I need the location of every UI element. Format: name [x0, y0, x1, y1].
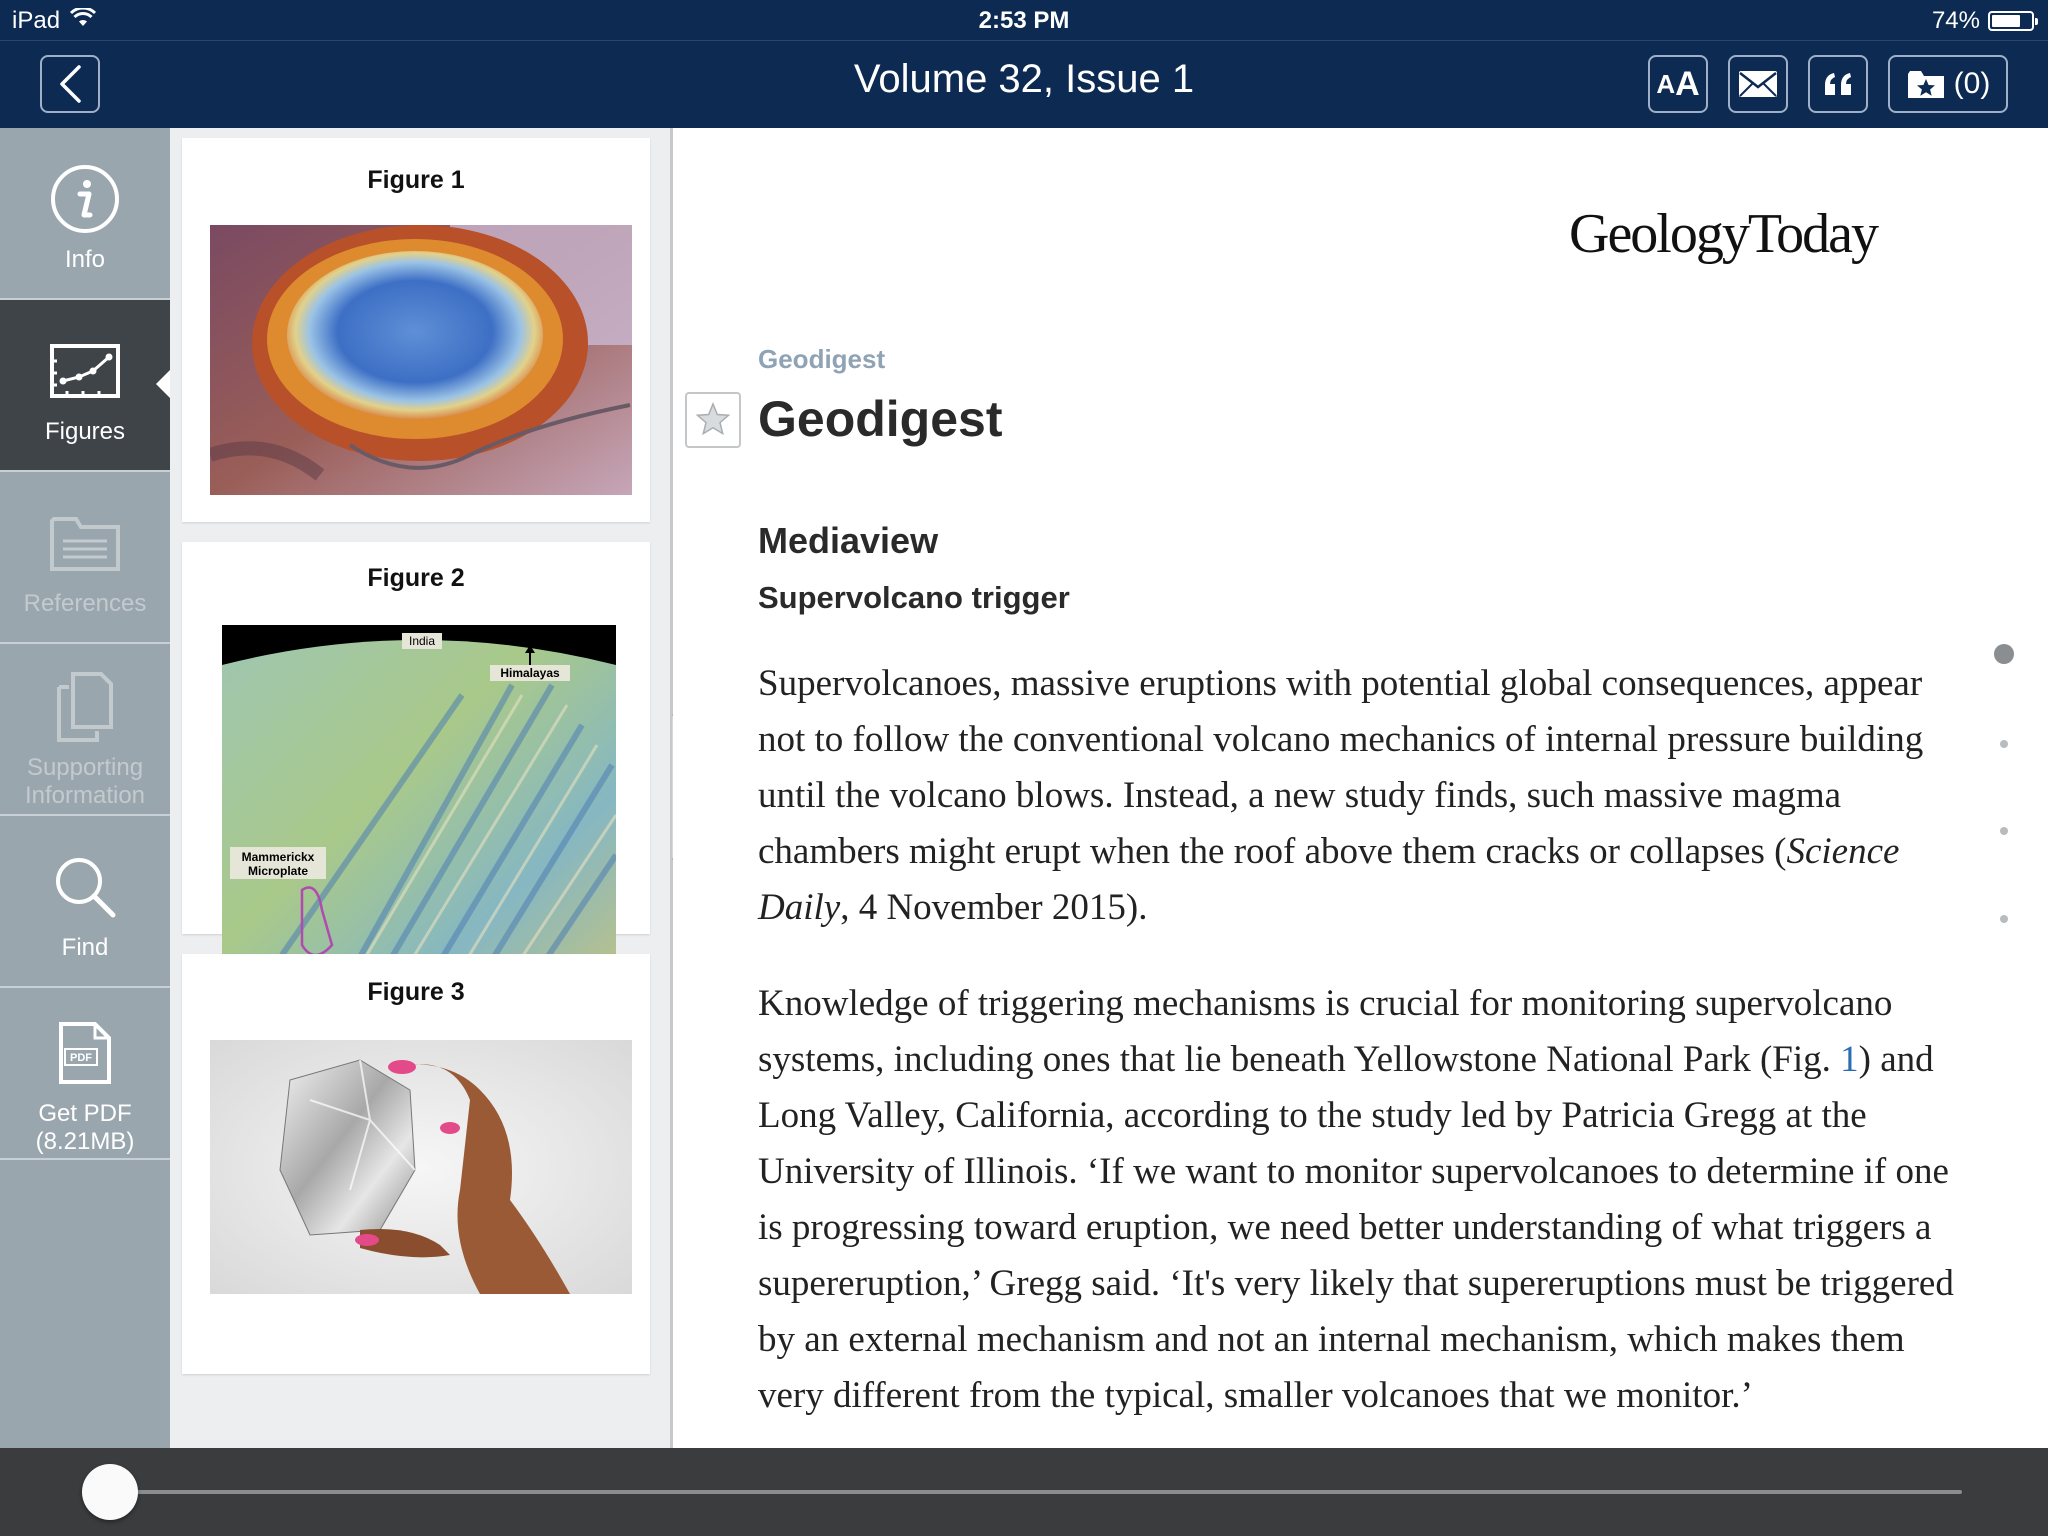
favorites-button[interactable] [1888, 55, 2008, 113]
map-label: India [408, 634, 436, 648]
text-size-button[interactable] [1648, 55, 1708, 113]
search-icon [53, 855, 117, 919]
documents-icon [55, 671, 115, 743]
article-category: Geodigest [758, 344, 886, 374]
device-name: iPad [12, 7, 61, 34]
clock: 2:53 PM [978, 7, 1070, 34]
favorite-article-button[interactable] [685, 392, 741, 448]
chart-icon [49, 343, 121, 399]
journal-logo: GeologyToday [1569, 203, 1878, 265]
star-icon [694, 401, 732, 439]
battery-icon [1988, 11, 2034, 31]
figure-3-image [210, 1040, 632, 1294]
paragraph-text: Knowledge of triggering mechanisms is crucial for monitoring supervolcano systems, including ones that lie beneath Yellowstone National Park (Fig. [758, 983, 1893, 1080]
cite-button[interactable] [1808, 55, 1868, 113]
sidebar-item-label: Figures [44, 418, 126, 445]
subsection-heading: Supervolcano trigger [758, 580, 1070, 615]
paragraph-text: Supervolcanoes, massive eruptions with potential global consequences, appear not to follow the conventional volcano mechanics of internal pressure building until the volcano blows. Instead, a new study finds, such massive magma chambers might erupt when the roof above them cracks or collapses ( [758, 663, 1924, 872]
sidebar [0, 128, 170, 1448]
paragraph-text: ) and Long Valley, California, according to the study led by Patricia Gregg at the University of Illinois. ‘If we want to monitor supervolcanoes to determine if one is progressing toward eruption, we need better understanding of what triggers a supereruption,’ Gregg said. ‘It's very likely that supereruptions must be triggered by an external mechanism and not an internal mechanism, which makes them very different from the typical, smaller volcanoes that we monitor.’ [758, 1039, 1954, 1416]
figures-panel [170, 128, 670, 1448]
page-dot[interactable] [2000, 740, 2008, 748]
info-icon [49, 163, 121, 235]
sidebar-item-supporting-information[interactable] [0, 644, 170, 816]
battery-percent: 74% [1931, 7, 1980, 34]
active-indicator [156, 370, 170, 398]
sidebar-item-get-pdf[interactable] [0, 988, 170, 1160]
paragraph-text: , 4 November 2015). [840, 887, 1148, 928]
article-title: Geodigest [758, 391, 1003, 447]
page-dot[interactable] [1994, 644, 2014, 664]
article-view [673, 128, 2048, 1448]
sidebar-item-label: Find [61, 934, 109, 961]
folder-documents-icon [49, 513, 121, 573]
sidebar-item-references[interactable] [0, 472, 170, 644]
figure-card[interactable] [182, 542, 650, 934]
page-dot[interactable] [2000, 827, 2008, 835]
sidebar-item-figures[interactable] [0, 300, 170, 472]
figure-link[interactable]: 1 [1840, 1039, 1859, 1080]
page-dot[interactable] [2000, 915, 2008, 923]
paragraph [758, 976, 1968, 1424]
pdf-icon-text: PDF [70, 1052, 92, 1064]
scrubber-track[interactable] [110, 1490, 1962, 1494]
pdf-icon [57, 1021, 113, 1085]
status-bar [0, 0, 2048, 40]
text-size-small-label: A [1656, 68, 1676, 99]
folder-star-icon [1906, 68, 1946, 100]
map-label: Mammerickx [241, 850, 315, 864]
scrubber-knob[interactable] [82, 1464, 138, 1520]
sidebar-item-label: Info [64, 246, 106, 273]
figure-caption: Figure 2 [367, 564, 465, 592]
sidebar-item-info[interactable] [0, 128, 170, 300]
favorites-count: (0) [1953, 67, 1991, 100]
map-label: Himalayas [500, 666, 560, 680]
section-heading: Mediaview [758, 520, 939, 561]
figure-1-image [210, 225, 632, 495]
citation-source: Science Daily [758, 831, 1900, 928]
text-size-large-label: A [1675, 64, 1700, 103]
map-label: Microplate [247, 864, 309, 878]
sidebar-item-label: References [23, 590, 147, 617]
sidebar-item-label: Supporting Information [24, 754, 146, 809]
figure-card[interactable] [182, 954, 650, 1374]
wifi-icon [70, 7, 96, 35]
figure-caption: Figure 3 [367, 978, 465, 1006]
email-button[interactable] [1728, 55, 1788, 113]
figure-caption: Figure 1 [367, 166, 465, 194]
article-body [758, 656, 1968, 1448]
nav-bar [0, 40, 2048, 128]
quote-icon [1821, 71, 1855, 97]
paragraph [758, 656, 1968, 936]
sidebar-item-label: Get PDF (8.21MB) [35, 1100, 135, 1155]
envelope-icon [1737, 69, 1779, 99]
issue-title: Volume 32, Issue 1 [853, 57, 1195, 101]
sidebar-item-find[interactable] [0, 816, 170, 988]
figure-card[interactable] [182, 138, 650, 522]
page-scrubber-bar [0, 1448, 2048, 1536]
